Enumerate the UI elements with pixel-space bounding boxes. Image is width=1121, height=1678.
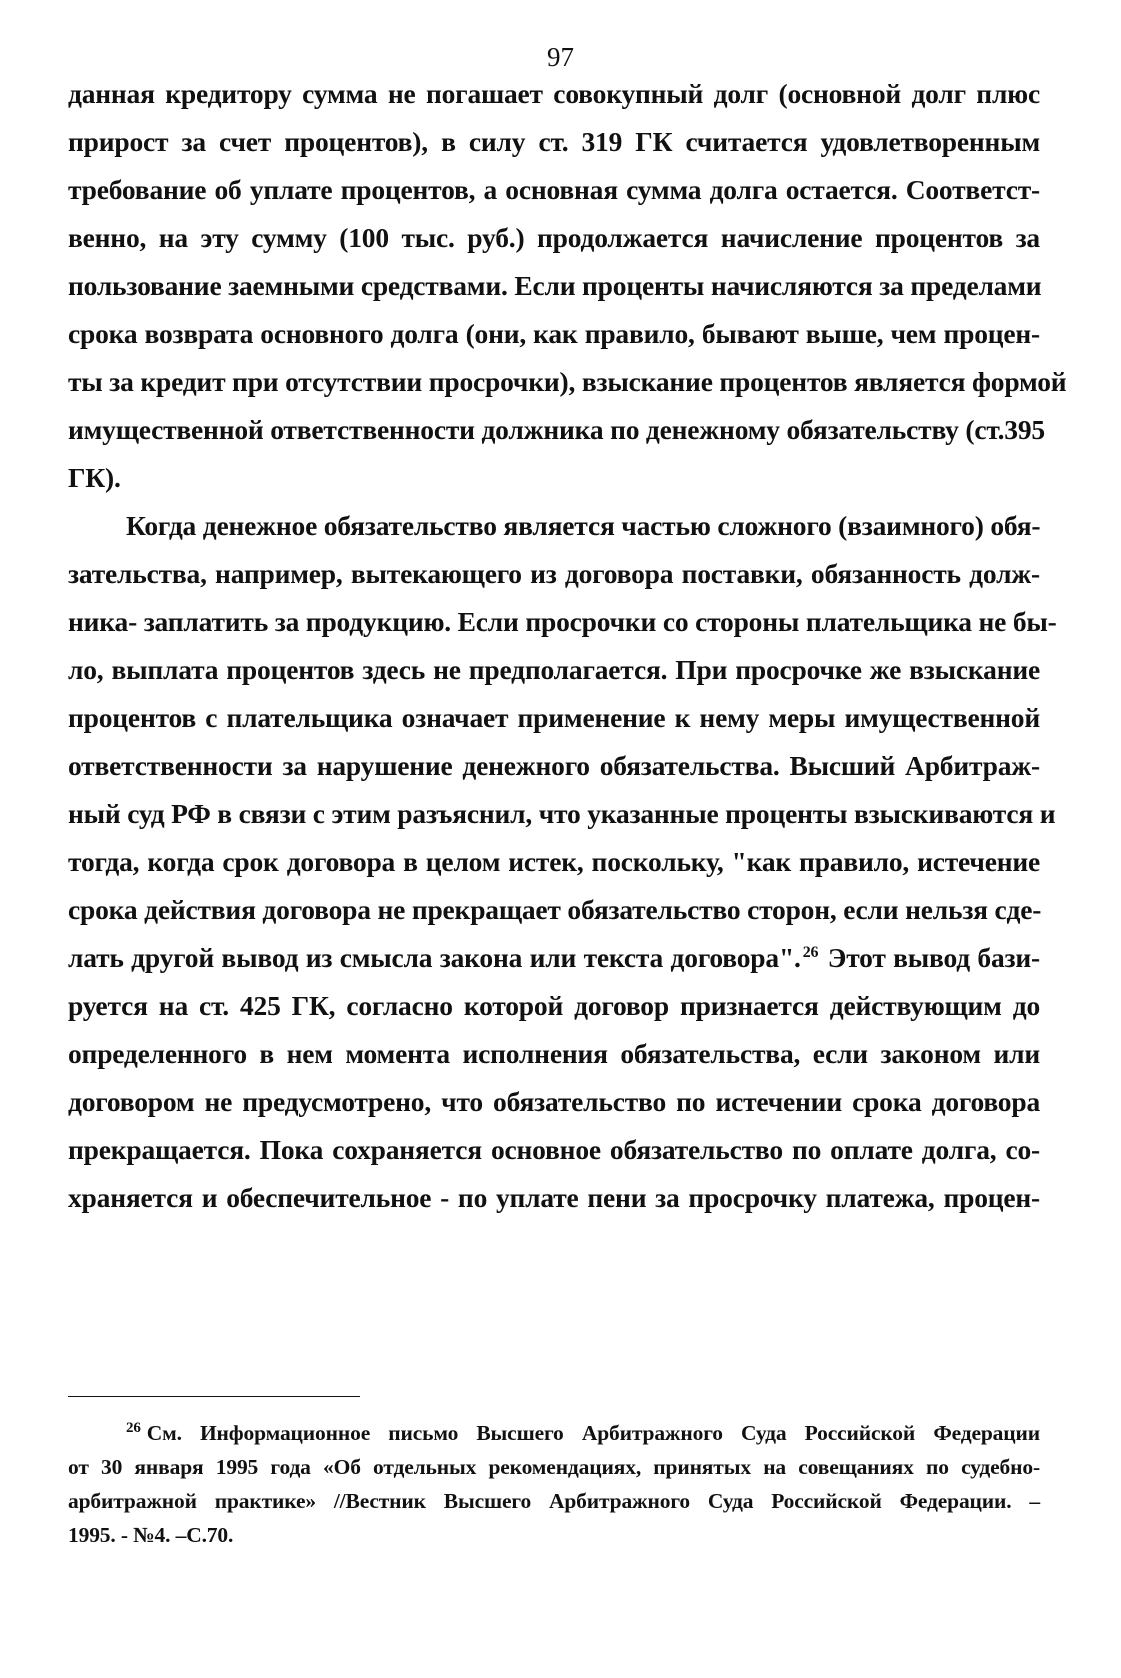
- footnote-marker: 26: [126, 1419, 141, 1436]
- page-number: 97: [547, 42, 574, 72]
- text-line: договором не предусмотрено, что обязательство по истечении срока договора: [68, 1086, 1040, 1117]
- text-line: срока действия договора не прекращает обязательство сторон, если нельзя сде-: [68, 894, 1042, 925]
- text-line: прекращается. Пока сохраняется основное обязательство по оплате долга, со-: [68, 1134, 1040, 1165]
- text-line: Когда денежное обязательство является частью сложного (взаимного) обя-: [126, 510, 1041, 541]
- text-line: срока возврата основного долга (они, как правило, бывают выше, чем процен-: [68, 318, 1040, 349]
- text-line: руется на ст. 425 ГК, согласно которой договор признается действующим до: [68, 990, 1040, 1021]
- footnote-line: [126, 1418, 1040, 1448]
- text-line: имущественной ответственности должника по денежному обязательству (ст.395: [68, 414, 1045, 445]
- footnote-line: от 30 января 1995 года «Об отдельных рекомендациях, принятых на совещаниях по судебно-: [68, 1455, 1040, 1479]
- text-line: ты за кредит при отсутствии просрочки), взыскание процентов является формой: [68, 366, 1067, 397]
- text-line: определенного в нем момента исполнения обязательства, если законом или: [68, 1038, 1040, 1069]
- text-line: требование об уплате процентов, а основная сумма долга остается. Соответст-: [68, 174, 1040, 205]
- footnote-separator: [68, 1396, 360, 1397]
- text-segment: лать другой вывод из смысла закона или текста договора".: [68, 942, 801, 973]
- text-line: ответственности за нарушение денежного обязательства. Высший Арбитраж-: [68, 750, 1040, 781]
- text-line: [68, 938, 1040, 978]
- footnote-reference: 26: [802, 943, 819, 961]
- text-line: ный суд РФ в связи с этим разъяснил, что указанные проценты взыскиваются и: [68, 798, 1056, 829]
- text-line: тогда, когда срок договора в целом истек, поскольку, "как правило, истечение: [68, 846, 1040, 877]
- text-line: ника- заплатить за продукцию. Если просрочки со стороны плательщика не бы-: [68, 606, 1057, 637]
- footnote-text: См. Информационное письмо Высшего Арбитражного Суда Российской Федерации: [146, 1421, 1040, 1445]
- footnote-line: арбитражной практике» //Вестник Высшего Арбитражного Суда Российской Федерации. –: [68, 1489, 1040, 1513]
- text-line: ло, выплата процентов здесь не предполагается. При просрочке же взыскание: [68, 654, 1040, 685]
- text-segment: Этот вывод бази-: [827, 942, 1040, 973]
- text-line: прирост за счет процентов), в силу ст. 319 ГК считается удовлетворенным: [68, 126, 1040, 157]
- text-line: процентов с плательщика означает применение к нему меры имущественной: [68, 702, 1040, 733]
- text-line: данная кредитору сумма не погашает совокупный долг (основной долг плюс: [68, 78, 1040, 109]
- footnote-line: 1995. - №4. –С.70.: [68, 1523, 234, 1547]
- text-line: венно, на эту сумму (100 тыс. руб.) продолжается начисление процентов за: [68, 222, 1040, 253]
- text-line: храняется и обеспечительное - по уплате пени за просрочку платежа, процен-: [68, 1182, 1040, 1213]
- text-line: ГК).: [68, 462, 121, 493]
- text-line: пользование заемными средствами. Если проценты начисляются за пределами: [68, 270, 1042, 301]
- text-line: зательства, например, вытекающего из договора поставки, обязанность долж-: [68, 558, 1040, 589]
